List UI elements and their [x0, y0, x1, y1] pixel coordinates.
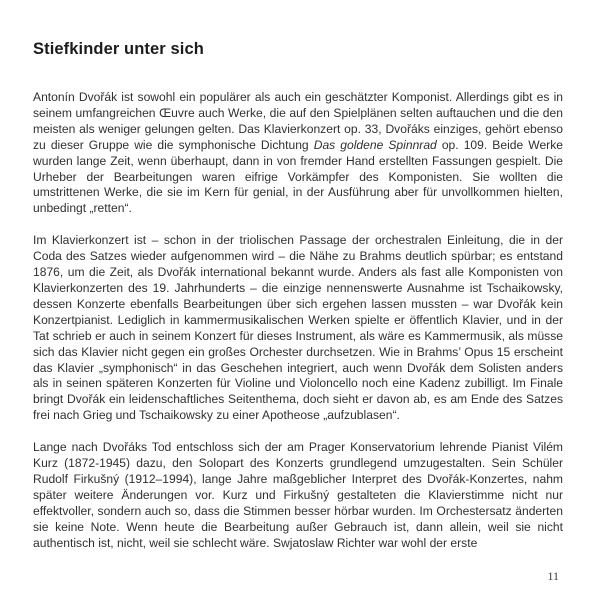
paragraph-1-text-b: op. 109. Beide Werke wurden lange Zeit, wenn überhaupt, dann in von fremder Hand erstellten Fassungen gespielt. Die Urheber der Bearbeitungen waren eifrige Vorkämpfer des Komponisten. Sie wollten die umstrittenen Werke, die sie im Kern für genial, in der Ausführung aber für unvollkommen hielten, unbedingt „retten“.: [33, 137, 563, 216]
paragraph-2: Im Klavierkonzert ist – schon in der triolischen Passage der orchestralen Einleitung, die in der Coda des Satzes wieder aufgenommen wird – die Nähe zu Brahms deutlich spürbar; es entstand 1876, um die Zeit, als Dvořák international bekannt wurde. Anders als fast alle Komponisten von Klavierkonzerten des 19. Jahrhunderts – die einzige nennenswerte Ausnahme ist Tschaikowsky, dessen Konzerte ebenfalls Bearbeitungen über sich ergehen lassen mussten – war Dvořák kein Konzertpianist. Lediglich in kammermusikalischen Werken spielte er öffentlich Klavier, und in der Tat schrieb er auch in seinem Konzert für dieses Instrument, als wäre es Kammermusik, als müsse sich das Klavier nicht gegen ein großes Orchester durchsetzen. Wie in Brahms’ Opus 15 erscheint das Klavier „symphonisch“ in das Geschehen integriert, auch wenn Dvořák dem Solisten anders als in seinen späteren Konzerten für Violine und Violoncello noch eine Kadenz zubilligt. Im Finale bringt Dvořák ein leidenschaftliches Seitenthema, doch sieht er davon ab, es am Ende des Satzes frei nach Grieg und Tschaikowsky zu einer Apotheose „aufzublasen“.: [33, 233, 563, 423]
paragraph-1: [33, 90, 563, 217]
page-number: 11: [547, 569, 559, 583]
paragraph-1-text-a: Antonín Dvořák ist sowohl ein populärer als auch ein geschätzter Komponist. Allerdings gibt es in seinem umfangreichen Œuvre auch Werke, die auf den Spielplänen selten auftauchen und die den meisten als weniger gelungen gelten. Das Klavierkonzert op. 33, Dvořáks einziges, gehört ebenso zu dieser Gruppe wie die symphonische Dichtung: [33, 90, 563, 152]
paragraph-3: Lange nach Dvořáks Tod entschloss sich der am Prager Konservatorium lehrende Pianist Vilém Kurz (1872-1945) dazu, den Solopart des Konzerts grundlegend umzugestalten. Sein Schüler Rudolf Firkušný (1912–1994), lange Jahre maßgeblicher Interpret des Dvořák-Konzertes, nahm später weitere Änderungen vor. Kurz und Firkušný gestalteten die Klavierstimme nicht nur effektvoller, sondern auch so, dass die Stimmen besser hörbar wurden. Im Orchestersatz änderten sie keine Note. Wenn heute die Bearbeitung außer Gebrauch ist, dann allein, weil sie nicht authentisch ist, nicht, weil sie schlecht wäre. Swjatoslaw Richter war wohl der erste: [33, 440, 563, 550]
work-title-italic: Das goldene Spinnrad: [313, 137, 437, 152]
section-heading: Stiefkinder unter sich: [33, 40, 204, 58]
body-text: [33, 90, 563, 551]
